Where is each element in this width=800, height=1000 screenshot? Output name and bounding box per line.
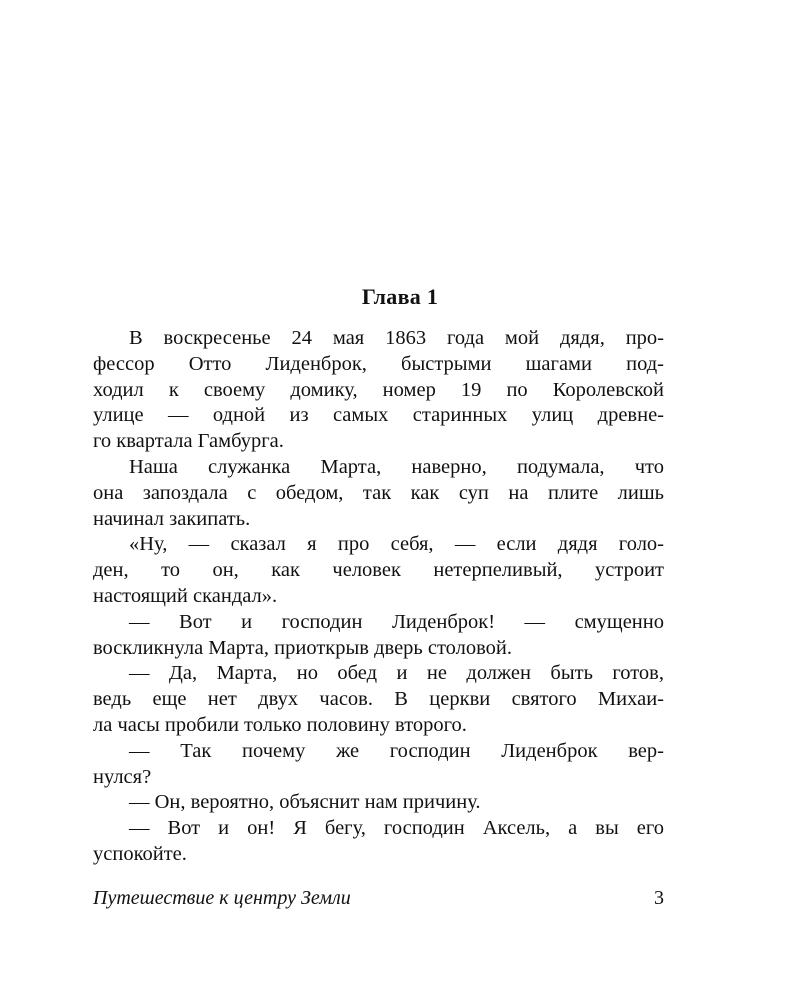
text-line: ходил к своему домику, номер 19 по Королевской [93, 378, 664, 401]
text-line: го квартала Гамбурга. [93, 430, 284, 453]
text-line: Наша служанка Марта, наверно, подумала, что [129, 455, 664, 478]
running-title: Путешествие к центру Земли [93, 887, 351, 909]
text-line: — Он, вероятно, объяснит нам причину. [129, 791, 481, 814]
text-line: нулся? [93, 765, 152, 788]
text-line: улице — одной из самых старинных улиц древне- [93, 404, 664, 427]
text-line: — Вот и господин Лиденброк! — смущенно [129, 610, 664, 633]
text-line: успокойте. [93, 842, 187, 865]
text-line: — Так почему же господин Лиденброк вер- [129, 739, 664, 762]
page-number: 3 [654, 887, 664, 909]
text-line: — Вот и он! Я бегу, господин Аксель, а вы его [129, 817, 664, 840]
text-line: начинал закипать. [93, 507, 251, 530]
text-line: В воскресенье 24 мая 1863 года мой дядя, про- [129, 327, 664, 349]
chapter-title: Глава 1 [361, 284, 439, 309]
text-line: ден, то он, как человек нетерпеливый, устроит [93, 559, 664, 582]
text-line: она запоздала с обедом, так как суп на плите лишь [93, 481, 664, 504]
text-line: настоящий скандал». [93, 584, 278, 607]
text-line: «Ну, — сказал я про себя, — если дядя голо- [129, 533, 664, 556]
text-line: фессор Отто Лиденброк, быстрыми шагами под- [93, 352, 664, 375]
text-line: воскликнула Марта, приоткрыв дверь столовой. [93, 636, 513, 659]
text-line: ла часы пробили только половину второго. [93, 713, 467, 736]
chapter-text [93, 326, 664, 868]
text-line: ведь еще нет двух часов. В церкви святого Михаи- [93, 688, 664, 711]
text-line: — Да, Марта, но обед и не должен быть готов, [129, 662, 664, 685]
page-footer [93, 884, 664, 912]
